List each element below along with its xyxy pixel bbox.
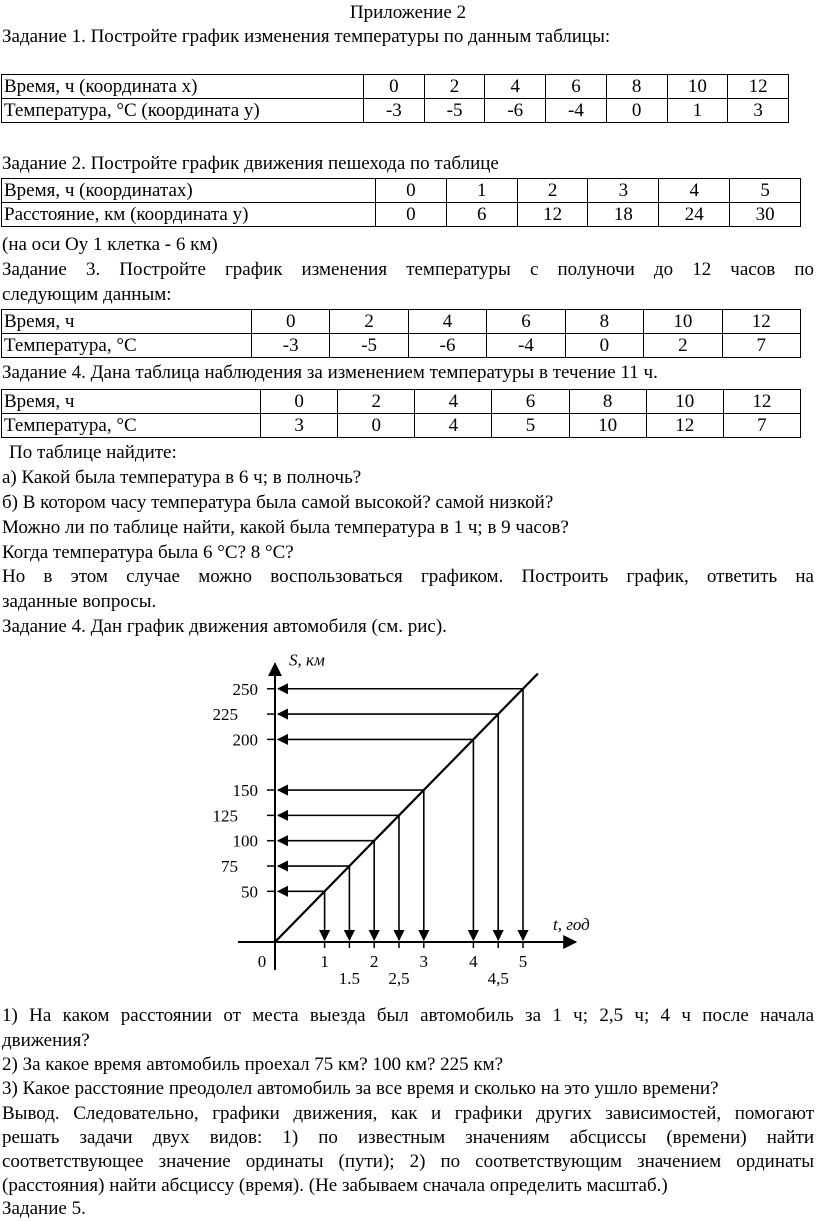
table-cell: 5 [730,179,801,203]
table-cell: Температура, °С (координата у) [2,99,364,123]
table-cell: 12 [722,310,800,334]
summary-line: Вывод. Следовательно, графики движения, как и графики других зависимостей, помогают [2,1103,814,1124]
task4-question: Можно ли по таблице найти, какой была температура в 1 ч; в 9 часов? [2,517,569,538]
task3-heading-line1: Задание 3. Постройте график изменения температуры с полуночи до 12 часов по [2,259,814,280]
table-cell: 3 [261,414,338,438]
table-cell: 2 [338,390,415,414]
task4-conclusion-line1: Но в этом случае можно воспользоваться графиком. Построить график, ответить на [2,566,814,587]
y-axis-label: S, км [289,650,325,670]
table-cell: Расстояние, км (координата у) [2,203,376,227]
task4-question: б) В котором часу температура была самой высокой? самой низкой? [2,492,554,513]
table-cell: 10 [646,390,723,414]
table-cell: 0 [376,203,447,227]
table-cell: 3 [728,99,789,123]
table-cell: -4 [546,99,607,123]
table-cell: 18 [588,203,659,227]
table-cell: -6 [485,99,546,123]
table-cell: 8 [606,75,667,99]
y-tick-label: 250 [232,679,258,699]
table-cell: -5 [424,99,485,123]
x-tick-label: 4,5 [487,969,509,988]
table-cell: Температура, °С [2,414,261,438]
question-line: 3) Какое расстояние преодолел автомобиль за все время и сколько на это ушло времени? [2,1078,719,1099]
task4-question: Когда температура была 6 °С? 8 °С? [2,542,294,563]
table-cell: 30 [730,203,801,227]
table-cell: 1 [667,99,728,123]
question-line: 2) За какое время автомобиль проехал 75 км? 100 км? 225 км? [2,1054,504,1075]
table-cell: Время, ч [2,390,261,414]
table-cell: 0 [338,414,415,438]
table-cell: 6 [492,390,569,414]
x-tick-label: 1 [320,952,329,971]
summary-line: (расстояния) найти абсциссу (время). (Не забываем сначала определить масштаб.) [2,1175,668,1196]
x-tick-label: 2,5 [388,969,410,988]
table-cell: 4 [659,179,730,203]
x-tick-label: 2 [369,952,379,971]
table-cell: 8 [569,390,646,414]
table-cell: 7 [723,414,800,438]
x-tick-label: 5 [518,952,528,971]
y-tick-label: 200 [232,730,258,750]
table-cell: -6 [408,334,486,358]
task4-heading: Задание 4. Дана таблица наблюдения за изменением температуры в течение 11 ч. [2,362,658,383]
table-cell: 4 [485,75,546,99]
task3-heading-line2: следующим данным: [2,284,172,305]
table-cell: 5 [492,414,569,438]
table-cell: -5 [330,334,408,358]
table-cell: 6 [546,75,607,99]
x-tick-label: 1.5 [338,969,361,988]
table-cell: Время, ч (координата х) [2,75,364,99]
summary-line: соответствующее значение ординаты (пути); 2) по соответствующим значением ординаты [2,1151,814,1172]
table-cell: 2 [517,179,588,203]
x-tick-label: 4 [469,952,478,971]
table-cell: -3 [364,99,425,123]
table-cell: 6 [487,310,565,334]
table-cell: 4 [408,310,486,334]
table-cell: 24 [659,203,730,227]
table-cell: 10 [667,75,728,99]
origin-label: 0 [257,952,267,971]
summary-line: решать задачи двух видов: 1) по известным значениям абсциссы (времени) найти [2,1127,814,1148]
table-cell: 12 [517,203,588,227]
task4-conclusion-line2: заданные вопросы. [2,591,157,612]
task5-heading: Задание 5. [2,1198,86,1219]
task2-heading: Задание 2. Постройте график движения пешехода по таблице [2,153,499,174]
table-cell: 12 [728,75,789,99]
table-cell: 7 [722,334,800,358]
table-cell: 1 [446,179,517,203]
x-tick-label: 3 [419,952,429,971]
table-cell: 0 [261,390,338,414]
y-tick-label: 75 [221,857,238,877]
x-axis-label: t, год [553,915,590,934]
table-cell: 4 [415,390,492,414]
y-tick-label: 50 [241,882,258,902]
table-cell: 0 [606,99,667,123]
y-tick-label: 100 [232,831,258,851]
task2-note: (на оси Оу 1 клетка - 6 км) [2,234,218,255]
table-cell: 2 [424,75,485,99]
table-cell: Температура, °С [2,334,252,358]
table-cell: 6 [446,203,517,227]
task4b-heading: Задание 4. Дан график движения автомобиля (см. рис). [2,616,447,637]
task4-question: По таблице найдите: [9,442,177,463]
question-line: движения? [2,1030,90,1051]
question-line: 1) На каком расстоянии от места выезда был автомобиль за 1 ч; 2,5 ч; 4 ч после начала [2,1005,814,1026]
table-cell: 0 [252,310,330,334]
table-cell: 2 [644,334,722,358]
y-tick-label: 150 [232,781,258,801]
table-cell: 12 [646,414,723,438]
table-cell: 12 [723,390,800,414]
table-cell: -4 [487,334,565,358]
table-cell: 0 [376,179,447,203]
table-cell: 0 [565,334,643,358]
y-tick-label: 125 [212,806,238,826]
task4-question: а) Какой была температура в 6 ч; в полночь? [2,467,362,488]
table-cell: 10 [569,414,646,438]
table-cell: 0 [364,75,425,99]
table-cell: 3 [588,179,659,203]
table-cell: 8 [565,310,643,334]
table-cell: -3 [252,334,330,358]
table-cell: 10 [644,310,722,334]
table-cell: 4 [415,414,492,438]
appendix-title: Приложение 2 [349,2,467,23]
y-tick-label: 225 [212,705,238,725]
task1-heading: Задание 1. Постройте график изменения температуры по данным таблицы: [2,26,611,47]
table-cell: Время, ч (координатах) [2,179,376,203]
table-cell: 2 [330,310,408,334]
table-cell: Время, ч [2,310,252,334]
